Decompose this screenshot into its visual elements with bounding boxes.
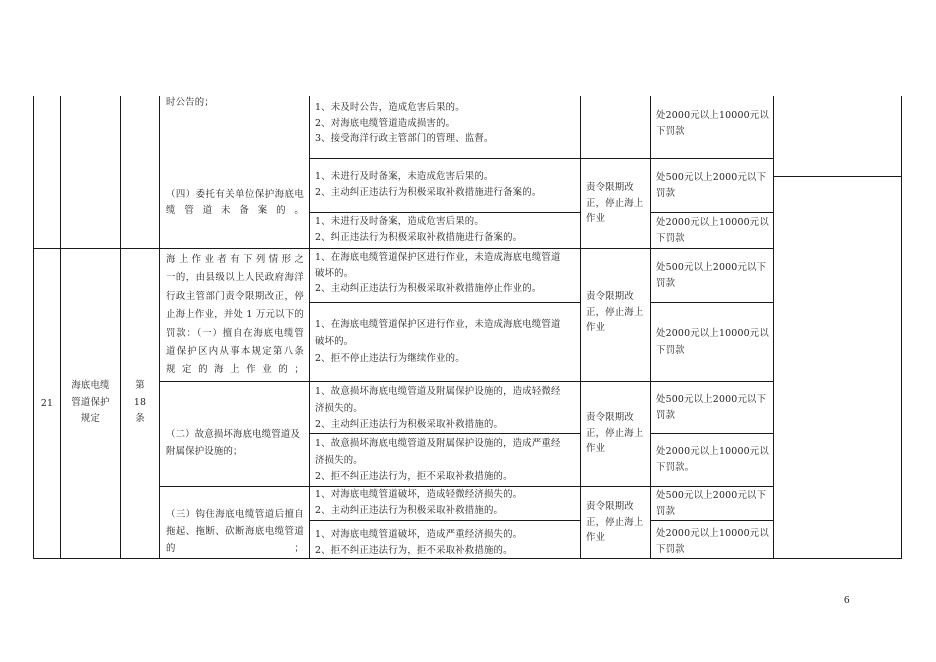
row-divider (309, 158, 774, 159)
circumstances-cell: 1、未进行及时备案，未造成危害后果的。 2、主动纠正违法行为积极采取补救措施进行备案的。 (315, 171, 542, 198)
row-divider (773, 176, 902, 177)
circumstances-cell: 1、在海底电缆管道保护区进行作业，未造成海底电缆管道 破坏的。 2、主动纠正违法行为积极采取补救措施停止作业的。 (315, 252, 561, 294)
circumstances-cell: 1、未及时公告，造成危害后果的。 2、对海底电缆管道造成损害的。 3、接受海洋行政主管部门的管理、监督。 (315, 102, 494, 144)
category-cell: 海底电缆 管道保护 规定 (71, 380, 110, 424)
clause-cell: （二）故意损坏海底电缆管道及 附属保护设施的； (166, 429, 301, 457)
column-divider (60, 96, 61, 559)
measure-cell: 责令限期改 正，停止海上 作业 (586, 291, 644, 333)
measure-cell: 责令限期改 正，停止海上 作业 (586, 182, 644, 224)
penalty-cell: 处2000元以上10000元以 下罚款 (656, 217, 769, 244)
penalty-cell: 处500元以上2000元以下 罚款 (656, 172, 767, 199)
column-divider (159, 96, 160, 559)
penalty-cell: 处500元以上2000元以下 罚款 (656, 490, 767, 517)
penalty-cell: 处500元以上2000元以下 罚款 (656, 262, 767, 289)
circumstances-cell: 1、未进行及时备案，造成危害后果的。 2、纠正违法行为积极采取补救措施进行备案的。 (315, 216, 523, 243)
row-divider (650, 433, 774, 434)
clause-cell: 海上作业者有下列情形之 一的，由县级以上人民政府海洋 行政主管部门责令限期改正，停 止海上作业，并处 1 万元以下的 罚款：（一）擅自在海底电缆管 道保护区内从事本规定第八条 规定的海上作业的； (166, 254, 304, 376)
row-divider (650, 520, 774, 521)
circumstances-cell: 1、对海底电缆管道破坏，造成轻微经济损失的。 2、主动纠正违法行为积极采取补救措施的。 (315, 489, 523, 516)
table-border-right (901, 96, 902, 559)
row-divider (159, 381, 774, 382)
column-divider (580, 96, 581, 559)
penalty-cell: 处500元以上2000元以下 罚款 (656, 394, 767, 421)
penalty-cell: 处2000元以上10000元以 下罚款 (656, 528, 769, 555)
circumstances-cell: 1、故意损坏海底电缆管道及附属保护设施的，造成轻微经 济损失的。 2、主动纠正违法行为积极采取补救措施的。 (315, 386, 561, 430)
row-divider (33, 248, 774, 249)
row-divider (650, 212, 774, 213)
row-divider (650, 302, 774, 303)
table-border-bottom (33, 558, 902, 559)
penalty-cell: 处2000元以上10000元以 下罚款 (656, 110, 769, 137)
circumstances-cell: 1、在海底电缆管道保护区进行作业，未造成海底电缆管道 破坏的。 2、拒不停止违法行为继续作业的。 (315, 319, 561, 364)
measure-cell: 责令限期改 正，停止海上 作业 (586, 412, 644, 454)
penalty-cell: 处2000元以上10000元以 下罚款 (656, 328, 769, 356)
column-divider (650, 96, 651, 559)
penalty-cell: 处2000元以上10000元以 下罚款。 (656, 446, 769, 473)
row-divider (309, 302, 581, 303)
column-divider (120, 96, 121, 559)
column-divider (309, 96, 310, 559)
page-number: 6 (844, 594, 850, 606)
row-number: 21 (40, 398, 54, 409)
circumstances-cell: 1、故意损坏海底电缆管道及附属保护设施的，造成严重经 济损失的。 2、拒不纠正违法行为，拒不采取补救措施的。 (315, 438, 561, 482)
clause-cell: （三）钩住海底电缆管道后擅自 拖起、拖断、砍断海底电缆管道 的； (166, 509, 304, 554)
table-border-left (33, 96, 34, 559)
row-divider (309, 520, 581, 521)
clause-cell: 时公告的； (166, 97, 214, 108)
row-divider (309, 212, 581, 213)
measure-cell: 责令限期改 正，停止海上 作业 (586, 501, 644, 543)
column-divider (773, 96, 774, 559)
circumstances-cell: 1、对海底电缆管道破坏，造成严重经济损失的。 2、拒不纠正违法行为，拒不采取补救措施的。 (315, 529, 523, 556)
clause-cell: （四）委托有关单位保护海底电 缆管道未备案的。 (166, 189, 304, 216)
article-cell: 第 18 条 (133, 380, 147, 424)
